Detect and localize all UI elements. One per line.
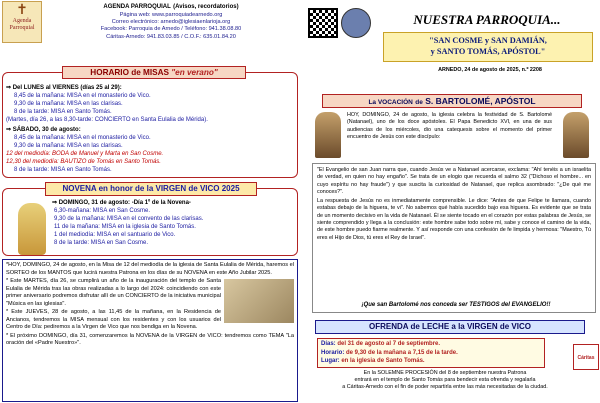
novena-line: 11 de la mañana: MISA en la iglesia de Santo Tomás. xyxy=(54,224,196,230)
horario-line: ⇒ Del LUNES al VIERNES (días 25 al 29): xyxy=(6,85,122,91)
horario-title: HORARIO de MISAS "en verano" xyxy=(62,66,246,79)
header-facebook: Facebook: Parroquia de Arnedo / Teléfono: 941.38.08.80 xyxy=(100,26,242,33)
horario-line: 9,30 de la mañana: MISA en las clarisas. xyxy=(14,143,123,149)
saints-emblem-icon xyxy=(341,8,371,38)
horario-line: ⇒ SÁBADO, 30 de agosto: xyxy=(6,127,81,133)
cross-icon: ✝ xyxy=(16,3,28,18)
newsletter-title: NUESTRA PARROQUIA... xyxy=(413,12,561,27)
novena-line: 1 del mediodía: MISA en el santuario de Vico. xyxy=(54,232,176,238)
virgin-image xyxy=(18,203,46,255)
quote-paragraph: La respuesta de Jesús no es inmediatamente comprensible. Le dice: "Antes de que Felipe te llamara, cuando estabas debajo de la higuera, te vi". No sabemos qué había sucedido bajo esa higuera. Es evidente que se trata de un momento decisivo en la vida de Natanael. Él se siente tocado en el corazón por estas palabras de Jesús, se siente comprendido y llega a la conclusión: este hombre sabe todo sobre mí, sabe y conoce el camino de la vida, de este hombre puedo fiarme realmente. Y así responde con una confesión de fe limpida y hermosa: "Maestro, Tú eres el Hijo de Dios, tú eres el Rey de Israel". xyxy=(317,198,591,241)
caritas-logo: Cáritas xyxy=(573,344,599,370)
qr-code-icon xyxy=(308,8,338,38)
agenda-logo: ✝ Agenda Parroquial xyxy=(2,1,42,43)
closing-line: ¡Que san Bartolomé nos conceda ser TESTIGOS del EVANGELIO!! xyxy=(361,302,551,308)
horario-line: 8,45 de la mañana: MISA en el monasterio de Vico. xyxy=(14,135,151,141)
aviso-item: * Este MARTES, día 26, se cumplirá un año de la inauguración del templo de Santa Eulalia de Mérida tras las obras realizadas a lo largo del 2024: coincidiendo con este primer aniversario podremos disfrutar allí de un CONCIERTO de la iniciativa municipal "Música en las iglesias". xyxy=(6,278,221,307)
horario-line: 12 del mediodía: BODA de Manuel y Marta en San Cosme. xyxy=(6,151,164,157)
vocacion-title: La VOCACIÓN de S. BARTOLOMÉ, APÓSTOL xyxy=(322,94,582,108)
agenda-header xyxy=(44,0,298,41)
vocacion-intro: HOY, DOMINGO, 24 de agosto, la iglesia celebra la festividad de S. Bartolomé (Natanael), uno de los doce apóstoles. El Papa Benedicto XVI, en una de sus audiencias de los miércoles, dio una catequesis sobre el momento del primer encuentro de Jesús con este discípulo: xyxy=(347,112,552,141)
novena-line: 8 de la tarde: MISA en San Cosme. xyxy=(54,240,149,246)
header-email: Correo electrónico: arnedo@iglesiaenlarioja.org xyxy=(111,19,231,26)
quote-paragraph: "El Evangelio de san Juan narra que, cuando Jesús ve a Natanael acercarse, exclama: "Ahí tenéis a un israelita de verdad, en quien no hay engaño". Se trata de un elogio que recuerda el salmo 32 ("Dichoso el hombre... en cuyo espíritu no hay fraude") y que suscita la curiosidad de Natanael, que replica asombrado: "¿De qué me conoces?". xyxy=(317,167,591,195)
horario-line: (Martes, día 26, a las 8,30-tarde: CONCIERTO en Santa Eulalia de Mérida). xyxy=(6,117,208,123)
saint-left-image xyxy=(315,112,341,158)
novena-line: ⇒ DOMINGO, 31 de agosto: -Día 1º de la Novena- xyxy=(52,200,191,206)
saint-right-image xyxy=(563,112,589,158)
parish-names: "SAN COSME y SAN DAMIÁN, y SANTO TOMÁS, APÓSTOL" xyxy=(383,32,593,62)
horario-line: 8 de la tarde: MISA en Santo Tomás. xyxy=(14,109,112,115)
aviso-item: * El próximo DOMINGO, día 31, comenzaremos la NOVENA de la VIRGEN de VICO: tendremos como TEMA "La oración del «Padre Nuestro»". xyxy=(6,332,294,346)
church-photo xyxy=(224,279,294,323)
ofrenda-title: OFRENDA de LECHE a la VIRGEN de VICO xyxy=(315,320,585,334)
right-page xyxy=(305,0,600,403)
aviso-item: * Este JUEVES, 28 de agosto, a las 11,45 de la mañana, en la Residencia de Ancianos, tendremos la MISA mensual con los residentes y con los usuarios del Centro de Día: pediremos a la Virgen de Vico que nos bendiga en la Novena. xyxy=(6,309,221,330)
novena-line: 6,30-mañana: MISA en San Cosme. xyxy=(54,208,151,214)
agenda-title: AGENDA PARROQUIAL (Avisos, recordatorios) xyxy=(103,4,239,10)
novena-line: 9,30 de la mañana: MISA en el convento de las clarisas. xyxy=(54,216,204,222)
horario-line: 9,30 de la mañana: MISA en las clarisas. xyxy=(14,101,123,107)
horario-line: 12,30 del mediodía: BAUTIZO de Tomás en Santo Tomás. xyxy=(6,159,161,165)
aviso-item: *HOY, DOMINGO, 24 de agosto, en la Misa de 12 del mediodía de la iglesia de Santa Eulalia de Mérida, haremos el SORTEO de los MANTOS que lucirá nuestra Patrona en los días de su NOVENA en este Año Jubilar 2025. xyxy=(6,262,294,276)
novena-title: NOVENA en honor de la VIRGEN de VICO 2025 xyxy=(45,182,257,196)
issue-date: ARNEDO, 24 de agosto de 2025, n.º 2208 xyxy=(438,67,542,73)
horario-line: 8 de la tarde: MISA en Santo Tomás. xyxy=(14,167,112,173)
ofrenda-info: Días: del 31 de agosto al 7 de septiembre. Horario: de 9,30 de la mañana a 7,15 de la tarde. Lugar: en la iglesia de Santo Tomás. xyxy=(317,338,545,368)
header-caritas: Cáritas-Arnedo: 941.83.03.85 / C.O.F.: 635.01.84.20 xyxy=(106,33,236,40)
horario-line: 8,45 de la mañana: MISA en el monasterio de Vico. xyxy=(14,93,151,99)
header-web: Página web: www.parroquiadearnedo.org xyxy=(119,12,223,18)
avisos-box xyxy=(2,259,298,402)
quote-box xyxy=(312,163,596,313)
ofrenda-footer: En la SOLEMNE PROCESIÓN del 8 de septiembre nuestra Patrona entrará en el templo de Santo Tomás para bendecir esta ofrenda y regalarla a Cáritas-Arnedo con el fin de poder repartirla entre las más necesitadas de la ciudad. xyxy=(342,370,548,391)
